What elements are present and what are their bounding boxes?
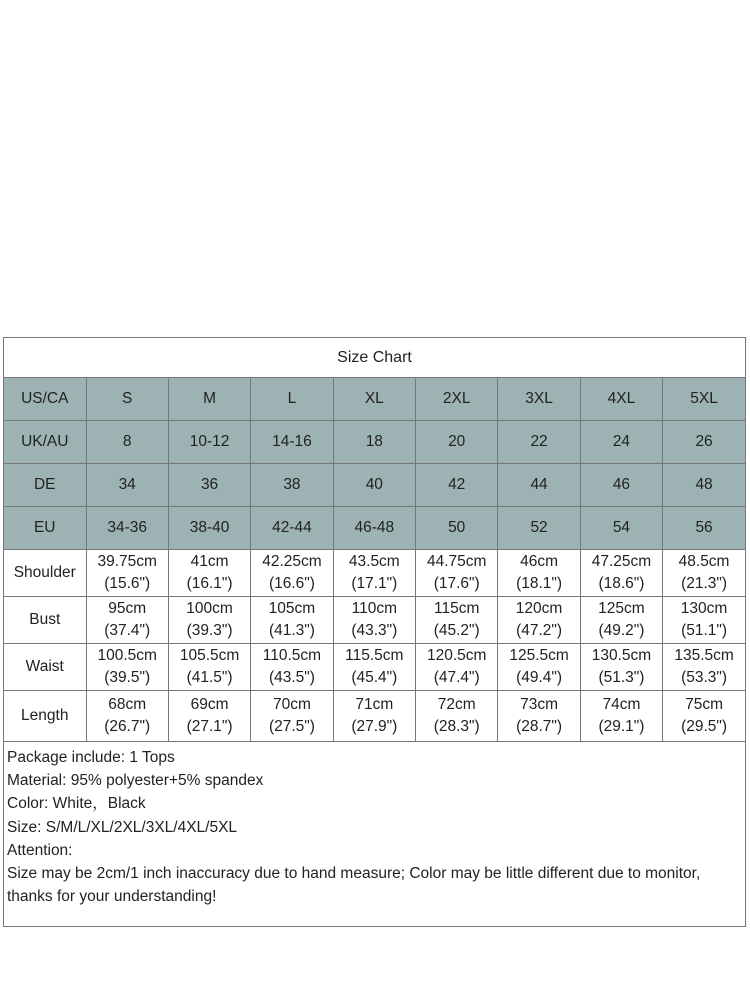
inch-value: (17.1") xyxy=(351,575,398,592)
table-cell: 20 xyxy=(416,421,498,464)
cm-value: 115.5cm xyxy=(345,647,404,664)
inch-value: (18.1") xyxy=(516,575,563,592)
table-cell: 8 xyxy=(86,421,168,464)
product-notes xyxy=(4,742,745,908)
inch-value: (41.3") xyxy=(268,622,315,639)
table-cell xyxy=(663,597,745,644)
table-cell xyxy=(498,597,580,644)
table-cell: 10-12 xyxy=(168,421,250,464)
inch-value: (17.6") xyxy=(433,575,480,592)
table-cell: 24 xyxy=(580,421,662,464)
cm-value: 69cm xyxy=(190,696,229,713)
inch-value: (28.7") xyxy=(516,718,563,735)
table-cell: 36 xyxy=(168,464,250,507)
table-cell: 44 xyxy=(498,464,580,507)
inch-value: (49.4") xyxy=(516,669,563,686)
inch-value: (26.7") xyxy=(104,718,151,735)
table-cell: M xyxy=(168,378,250,421)
table-cell: 34-36 xyxy=(86,507,168,550)
cm-value: 120.5cm xyxy=(426,647,487,664)
inch-value: (43.5") xyxy=(268,669,315,686)
row-label: Length xyxy=(4,691,86,742)
table-cell: XL xyxy=(333,378,415,421)
measurement-row-bust xyxy=(4,597,745,644)
size-row-eu xyxy=(4,507,745,550)
table-cell: 18 xyxy=(333,421,415,464)
table-cell: 54 xyxy=(580,507,662,550)
cm-value: 120cm xyxy=(515,600,563,617)
table-cell: L xyxy=(251,378,333,421)
inch-value: (21.3") xyxy=(681,575,728,592)
inch-value: (43.3") xyxy=(351,622,398,639)
table-cell xyxy=(168,550,250,597)
inch-value: (18.6") xyxy=(598,575,645,592)
table-cell xyxy=(86,597,168,644)
row-label: Bust xyxy=(4,597,86,644)
table-cell: 5XL xyxy=(663,378,745,421)
table-cell: 46-48 xyxy=(333,507,415,550)
inch-value: (53.3") xyxy=(681,669,728,686)
table-cell xyxy=(663,550,745,597)
inch-value: (41.5") xyxy=(186,669,233,686)
size-table xyxy=(4,378,745,742)
table-cell: 46 xyxy=(580,464,662,507)
inch-value: (39.3") xyxy=(186,622,233,639)
cm-value: 95cm xyxy=(108,600,147,617)
table-cell xyxy=(416,550,498,597)
table-cell: 34 xyxy=(86,464,168,507)
inch-value: (49.2") xyxy=(598,622,645,639)
cm-value: 100.5cm xyxy=(97,647,157,664)
inch-value: (39.5") xyxy=(104,669,151,686)
attention-heading: Attention: xyxy=(7,841,73,859)
cm-value: 42.25cm xyxy=(262,553,322,570)
table-cell: 3XL xyxy=(498,378,580,421)
table-cell xyxy=(333,691,415,742)
table-cell xyxy=(498,644,580,691)
measurement-row-waist xyxy=(4,644,745,691)
table-cell: 50 xyxy=(416,507,498,550)
inch-value: (51.1") xyxy=(681,622,728,639)
cm-value: 39.75cm xyxy=(97,553,157,570)
table-cell: 38 xyxy=(251,464,333,507)
table-cell: 40 xyxy=(333,464,415,507)
row-label: DE xyxy=(4,464,86,507)
table-cell xyxy=(251,691,333,742)
cm-value: 47.25cm xyxy=(591,553,652,570)
table-cell: S xyxy=(86,378,168,421)
table-cell xyxy=(333,644,415,691)
table-cell: 22 xyxy=(498,421,580,464)
table-cell xyxy=(580,691,662,742)
table-cell xyxy=(86,691,168,742)
table-cell: 38-40 xyxy=(168,507,250,550)
table-cell xyxy=(498,550,580,597)
inch-value: (37.4") xyxy=(104,622,151,639)
size-row-us-ca xyxy=(4,378,745,421)
table-cell xyxy=(86,644,168,691)
inch-value: (16.6") xyxy=(268,575,315,592)
cm-value: 71cm xyxy=(355,696,394,713)
row-label: US/CA xyxy=(4,378,86,421)
table-cell: 26 xyxy=(663,421,745,464)
size-row-de xyxy=(4,464,745,507)
cm-value: 135.5cm xyxy=(674,647,734,664)
cm-value: 125cm xyxy=(598,600,645,617)
row-label: EU xyxy=(4,507,86,550)
measurement-row-length xyxy=(4,691,745,742)
color-note: Color: White，Black xyxy=(7,795,146,813)
table-cell xyxy=(333,597,415,644)
cm-value: 72cm xyxy=(437,696,476,713)
table-cell xyxy=(416,644,498,691)
cm-value: 46cm xyxy=(520,553,559,570)
table-cell: 2XL xyxy=(416,378,498,421)
table-cell xyxy=(580,597,662,644)
table-cell xyxy=(498,691,580,742)
cm-value: 41cm xyxy=(190,553,229,570)
inch-value: (29.1") xyxy=(598,718,645,735)
inch-value: (29.5") xyxy=(681,718,728,735)
inch-value: (27.1") xyxy=(186,718,233,735)
inch-value: (47.2") xyxy=(516,622,563,639)
table-cell xyxy=(168,597,250,644)
cm-value: 105cm xyxy=(268,600,316,617)
table-cell xyxy=(416,597,498,644)
table-cell: 48 xyxy=(663,464,745,507)
cm-value: 74cm xyxy=(602,696,641,713)
table-cell xyxy=(251,597,333,644)
cm-value: 75cm xyxy=(685,696,724,713)
table-cell xyxy=(580,550,662,597)
table-cell: 56 xyxy=(663,507,745,550)
inch-value: (28.3") xyxy=(433,718,480,735)
table-cell xyxy=(251,644,333,691)
table-cell xyxy=(580,644,662,691)
table-cell: 42-44 xyxy=(251,507,333,550)
table-cell xyxy=(168,691,250,742)
table-cell xyxy=(663,691,745,742)
cm-value: 68cm xyxy=(108,696,147,713)
table-cell xyxy=(168,644,250,691)
cm-value: 43.5cm xyxy=(348,553,400,570)
size-note: Size: S/M/L/XL/2XL/3XL/4XL/5XL xyxy=(7,818,238,836)
chart-title: Size Chart xyxy=(4,338,745,378)
cm-value: 130.5cm xyxy=(591,647,652,664)
cm-value: 115cm xyxy=(434,600,480,617)
cm-value: 48.5cm xyxy=(678,553,730,570)
measurement-row-shoulder xyxy=(4,550,745,597)
table-cell: 52 xyxy=(498,507,580,550)
inch-value: (45.4") xyxy=(351,669,398,686)
cm-value: 110cm xyxy=(351,600,397,617)
attention-text: Size may be 2cm/1 inch inaccuracy due to hand measure; Color may be little different due to monitor, thanks for your understanding! xyxy=(7,865,701,906)
table-cell: 42 xyxy=(416,464,498,507)
table-cell xyxy=(416,691,498,742)
table-cell xyxy=(663,644,745,691)
inch-value: (45.2") xyxy=(433,622,480,639)
table-cell xyxy=(251,550,333,597)
inch-value: (47.4") xyxy=(433,669,480,686)
cm-value: 100cm xyxy=(186,600,233,617)
package-note: Package include: 1 Tops xyxy=(7,749,175,766)
table-cell xyxy=(333,550,415,597)
material-note: Material: 95% polyester+5% spandex xyxy=(7,772,264,790)
row-label: Shoulder xyxy=(4,550,86,597)
size-chart xyxy=(3,337,746,927)
cm-value: 73cm xyxy=(520,696,559,713)
inch-value: (27.5") xyxy=(268,718,315,735)
row-label: UK/AU xyxy=(4,421,86,464)
inch-value: (15.6") xyxy=(104,575,151,592)
inch-value: (16.1") xyxy=(186,575,233,592)
cm-value: 110.5cm xyxy=(262,647,322,664)
cm-value: 105.5cm xyxy=(179,647,240,664)
cm-value: 44.75cm xyxy=(426,553,487,570)
inch-value: (51.3") xyxy=(598,669,645,686)
row-label: Waist xyxy=(4,644,86,691)
cm-value: 130cm xyxy=(680,600,728,617)
cm-value: 125.5cm xyxy=(509,647,569,664)
table-cell: 4XL xyxy=(580,378,662,421)
table-cell: 14-16 xyxy=(251,421,333,464)
inch-value: (27.9") xyxy=(351,718,398,735)
cm-value: 70cm xyxy=(272,696,311,713)
size-row-uk-au xyxy=(4,421,745,464)
table-cell xyxy=(86,550,168,597)
